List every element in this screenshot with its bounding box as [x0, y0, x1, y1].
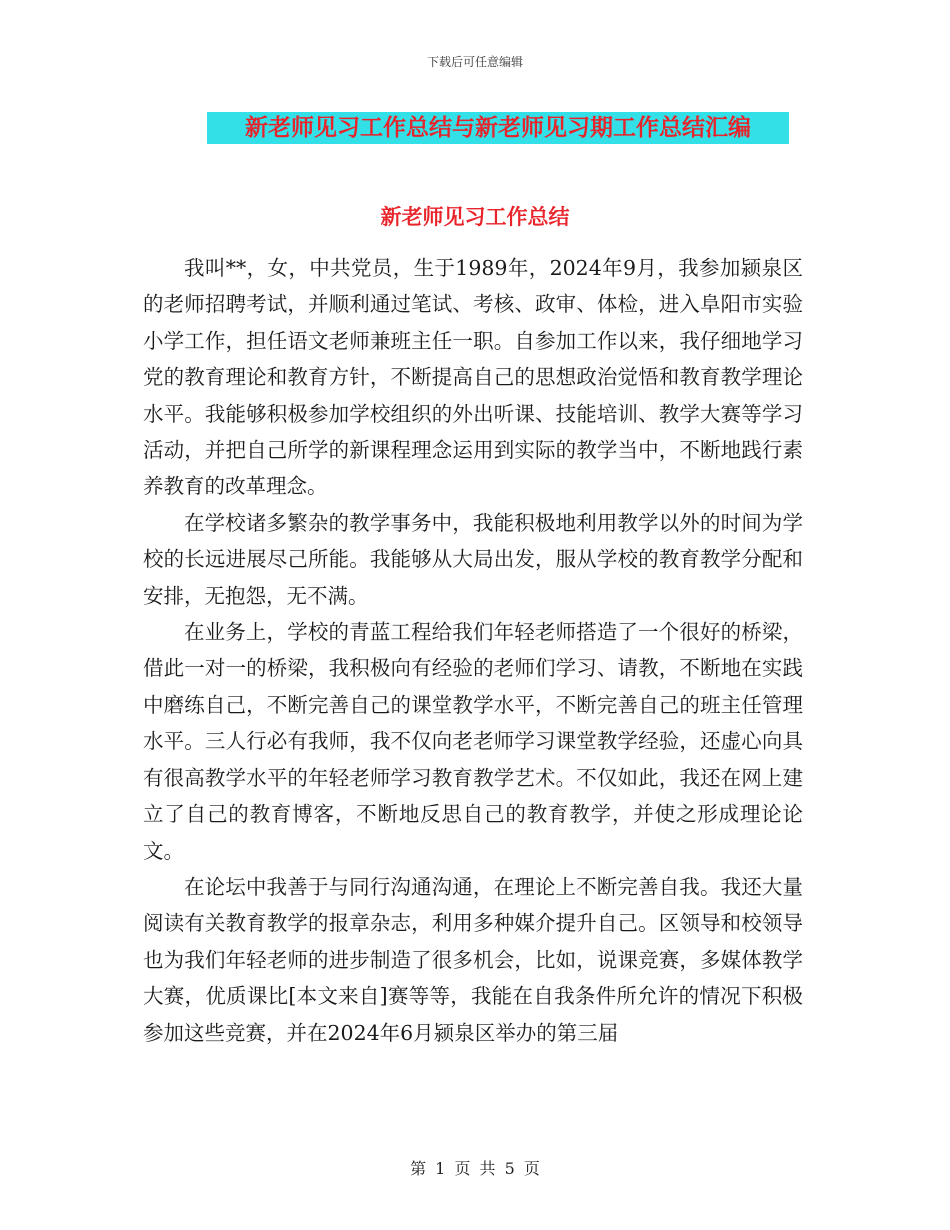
header-note: 下载后可任意编辑	[426, 55, 523, 69]
paragraph: 在学校诸多繁杂的教学事务中，我能积极地利用教学以外的时间为学校的长远进展尽己所能。我能够从大局出发，服从学校的教育教学分配和安排，无抱怨，无不满。	[143, 510, 803, 608]
paragraph: 在论坛中我善于与同行沟通沟通，在理论上不断完善自我。我还大量阅读有关教育教学的报章杂志，利用多种媒介提升自己。区领导和校领导也为我们年轻老师的进步制造了很多机会，比如，说课竞赛，多媒体教学大赛，优质课比[本文来自]赛等等，我能在自我条件所允许的情况下积极参加这些竞赛，并在2024年6月颍泉区举办的第三届	[143, 874, 803, 1045]
main-title: 新老师见习工作总结与新老师见习期工作总结汇编	[245, 114, 751, 141]
paragraph: 我叫**，女，中共党员，生于1989年，2024年9月，我参加颍泉区的老师招聘考试，并顺利通过笔试、考核、政审、体检，进入阜阳市实验小学工作，担任语文老师兼班主任一职。自参加工作以来，我仔细地学习党的教育理论和教育方针，不断提高自己的思想政治觉悟和教育教学理论水平。我能够积极参加学校组织的外出听课、技能培训、教学大赛等学习活动，并把自己所学的新课程理念运用到实际的教学当中，不断地践行素养教育的改革理念。	[143, 256, 803, 499]
document-body	[143, 250, 803, 1051]
main-title-highlight	[207, 112, 789, 144]
paragraph: 在业务上，学校的青蓝工程给我们年轻老师搭造了一个很好的桥梁，借此一对一的桥梁，我积极向有经验的老师们学习、请教，不断地在实践中磨练自己，不断完善自己的课堂教学水平，不断完善自己的班主任管理水平。三人行必有我师，我不仅向老老师学习课堂教学经验，还虚心向具有很高教学水平的年轻老师学习教育教学艺术。不仅如此，我还在网上建立了自己的教育博客，不断地反思自己的教育教学，并使之形成理论论文。	[143, 620, 803, 863]
section-title: 新老师见习工作总结	[380, 204, 570, 229]
page-indicator: 第 1 页 共 5 页	[410, 1159, 540, 1178]
